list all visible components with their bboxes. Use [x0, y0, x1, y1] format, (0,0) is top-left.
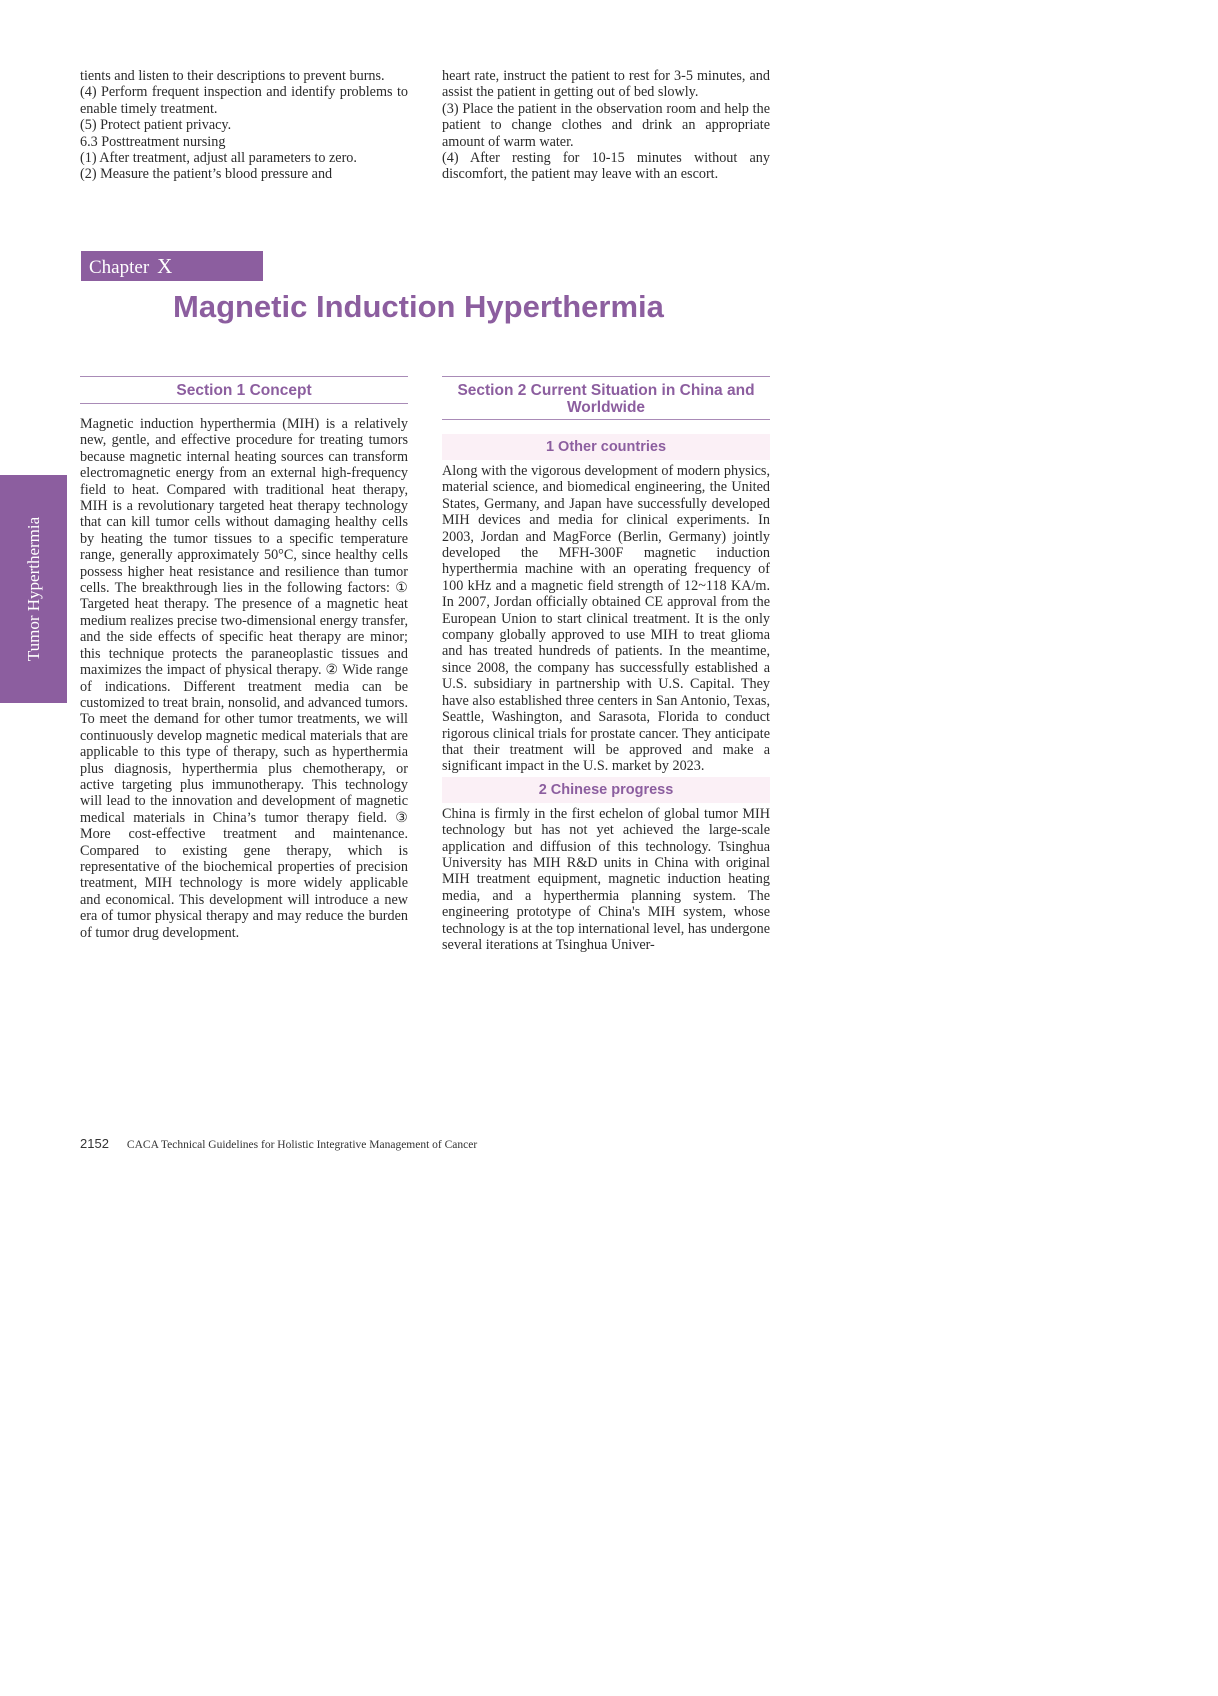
paragraph: tients and listen to their descriptions to prevent burns.	[80, 68, 385, 84]
subheading-posttreatment: 6.3 Posttreatment nursing	[80, 133, 226, 150]
page-number: 2152	[80, 1136, 109, 1151]
section-2-body	[442, 434, 770, 953]
top-right-column	[442, 68, 770, 183]
page-footer	[80, 1136, 477, 1151]
paragraph: (1) After treatment, adjust all parameters to zero.	[80, 150, 357, 167]
paragraph: (4) Perform frequent inspection and identify problems to enable timely treatment.	[80, 84, 408, 117]
paragraph: heart rate, instruct the patient to rest for 3-5 minutes, and assist the patient in getting out of bed slowly.	[442, 68, 770, 101]
paragraph: (3) Place the patient in the observation room and help the patient to change clothes and drink an appropriate amount of warm water.	[442, 100, 770, 150]
chapter-word: Chapter	[89, 257, 150, 278]
chapter-number: X	[157, 254, 173, 278]
paragraph: (4) After resting for 10-15 minutes without any discomfort, the patient may leave with an escort.	[442, 150, 770, 183]
chapter-label	[81, 251, 263, 281]
book-title: CACA Technical Guidelines for Holistic Integrative Management of Cancer	[126, 1139, 478, 1151]
paragraph: Along with the vigorous development of modern physics, material science, and biomedical engineering, the United States, Germany, and Japan have successfully developed MIH devices and media for clinical experiments. In 2003, Jordan and MagForce (Berlin, Germany) jointly developed the MFH-300F magnetic induction hyperthermia machine with an operating frequency of 100 kHz and a magnetic field strength of 12~118 KA/m. In 2007, Jordan officially obtained CE approval from the European Union to start clinical treatment. It is the only company globally approved to use MIH to treat glioma and has treated hundreds of patients. In the meantime, since 2008, the company has successfully established a U.S. subsidiary in partnership with U.S. Capital. They have also established three centers in San Antonio, Texas, Seattle, Washington, and Sarasota, Florida to conduct rigorous clinical trials for prostate cancer. They anticipate that their treatment will be approved and make a significant impact in the U.S. market by 2023.	[442, 463, 770, 775]
paragraph: Magnetic induction hyperthermia (MIH) is a relatively new, gentle, and effective procedure for treating tumors because magnetic internal heating sources can transform electromagnetic energy from an external high-frequency field to heat. Compared with traditional heat therapy, MIH is a revolutionary targeted heat therapy technology that can kill tumor cells without damaging healthy cells by heating the tumor tissues to a specific temperature range, generally approximately 50°C, since healthy cells possess higher heat resistance and resilience than tumor cells. The breakthrough lies in the following factors: ① Targeted heat therapy. The presence of a magnetic heat medium realizes precise two-dimensional energy transfer, and the side effects of specific heat therapy are minor; this technique protects the paraneoplastic tissues and maximizes the impact of physical therapy. ② Wide range of indications. Different treatment media can be customized to treat brain, nonsolid, and advanced tumors. To meet the demand for other tumor treatments, we will continuously develop magnetic medical materials that are applicable to this type of therapy, such as hyperthermia plus diagnosis, hyperthermia plus chemotherapy, or active targeting plus immunotherapy. This technology will lead to the innovation and development of magnetic medical materials in China’s tumor therapy field. ③ More cost-effective treatment and maintenance. Compared to existing gene therapy, which is representative of the biochemical properties of precision treatment, MIH technology is more widely applicable and economical. This development will introduce a new era of tumor physical therapy and may reduce the burden of tumor drug development.	[80, 416, 408, 941]
side-tab	[0, 475, 67, 703]
chapter-title: Magnetic Induction Hyperthermia	[173, 289, 664, 324]
top-left-column	[80, 68, 408, 183]
paragraph: (2) Measure the patient’s blood pressure and	[80, 166, 333, 183]
subsection-chinese-progress: 2 Chinese progress	[442, 777, 770, 803]
section-1-heading: Section 1 Concept	[80, 376, 408, 404]
side-tab-label: Tumor Hyperthermia	[23, 516, 43, 662]
section-1-body	[80, 416, 408, 941]
paragraph: China is firmly in the first echelon of global tumor MIH technology but has not yet achieved the large-scale application and diffusion of this technology. Tsinghua University has MIH R&D units in China with original MIH treatment equipment, magnetic induction heating media, and a hyperthermia planning system. The engineering prototype of China's MIH system, whose technology is at the top international level, has undergone several iterations at Tsinghua Univer-	[442, 805, 770, 953]
section-2-heading: Section 2 Current Situation in China and Worldwide	[442, 376, 770, 420]
subsection-other-countries: 1 Other countries	[442, 434, 770, 460]
paragraph: (5) Protect patient privacy.	[80, 117, 232, 134]
